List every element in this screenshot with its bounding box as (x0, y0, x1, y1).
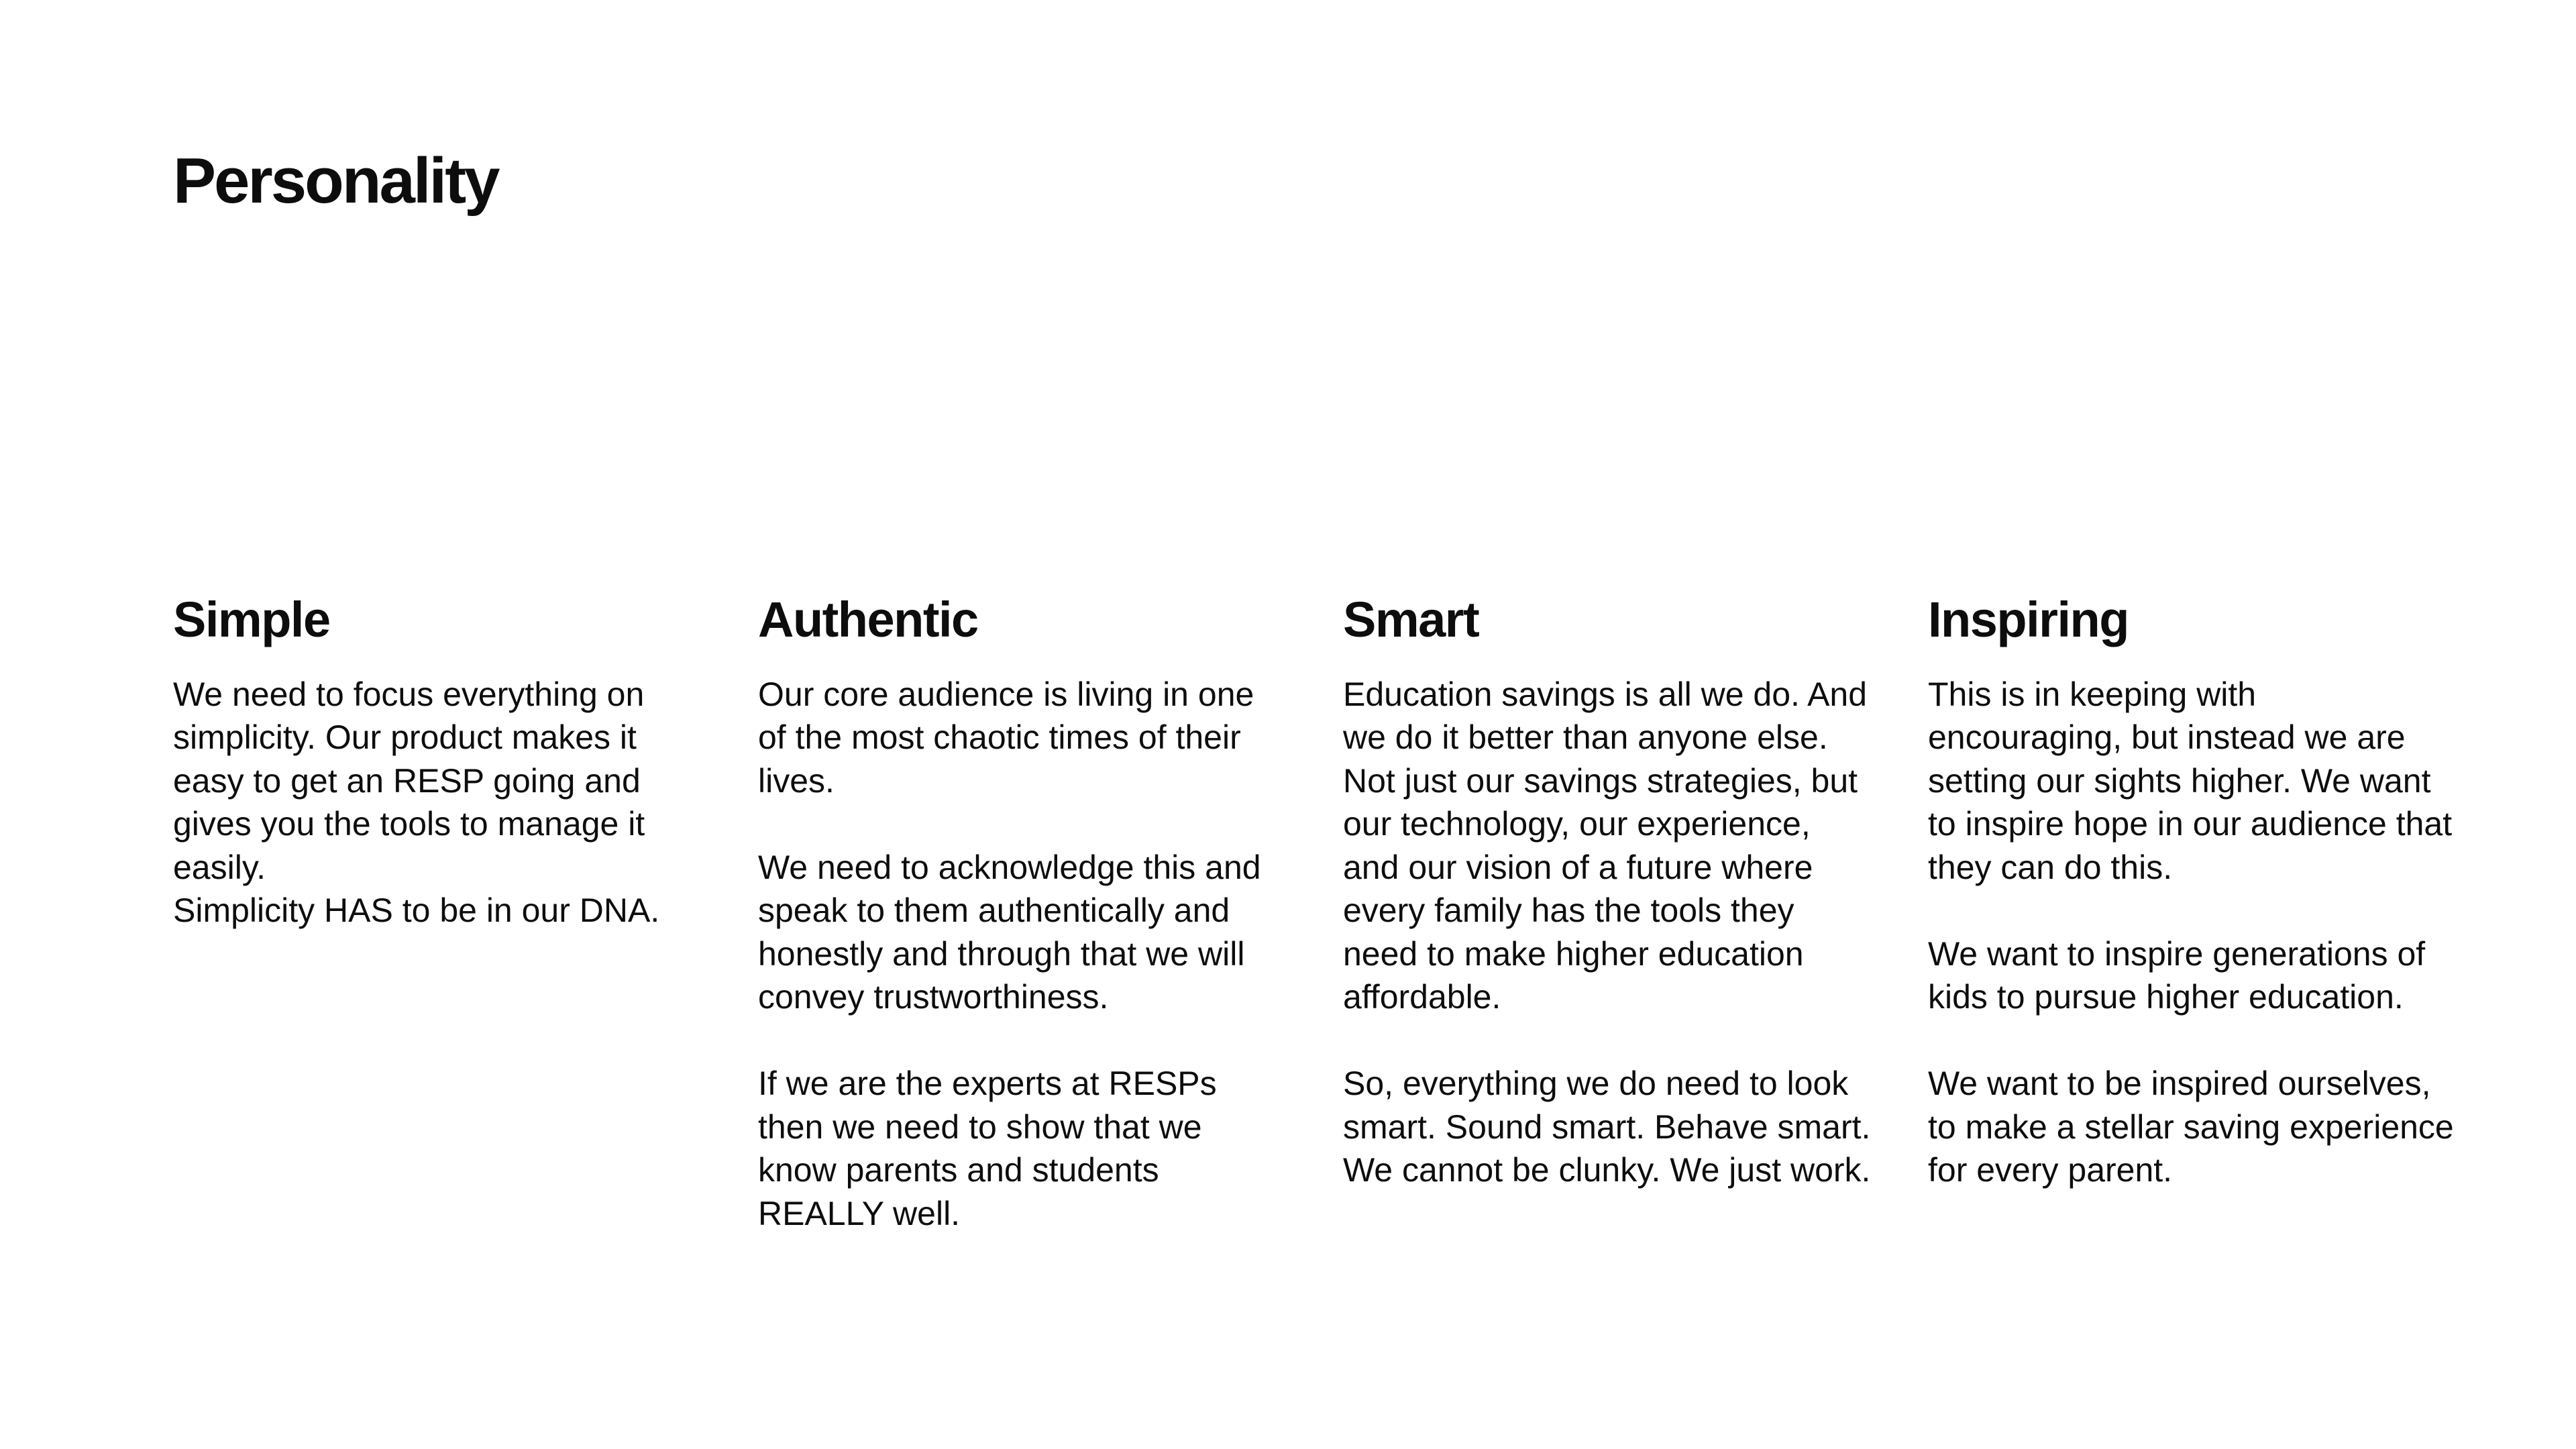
trait-description (758, 673, 1288, 1236)
trait-description (1928, 673, 2458, 1192)
trait-authentic (758, 590, 1288, 1235)
trait-description (1343, 673, 1873, 1192)
trait-paragraph: We need to focus everything on simplicity. Our product makes it easy to get an RESP going and gives you the tools to manage it easily. (173, 675, 645, 886)
trait-paragraph: So, everything we do need to look smart. Sound smart. Behave smart. We cannot be clunky. We just work. (1343, 1065, 1871, 1189)
trait-description (173, 673, 703, 932)
trait-paragraph: This is in keeping with encouraging, but instead we are setting our sights higher. We want to inspire hope in our audience that they can do this. (1928, 675, 2453, 886)
trait-paragraph: We need to acknowledge this and speak to them authentically and honestly and through that we will convey trustworthiness. (758, 848, 1261, 1016)
trait-paragraph: If we are the experts at RESPs then we need to show that we know parents and students REALLY well. (758, 1065, 1217, 1232)
trait-paragraph: We want to be inspired ourselves, to make a stellar saving experience for every parent. (1928, 1065, 2454, 1189)
trait-heading: Inspiring (1928, 592, 2129, 647)
trait-smart (1343, 590, 1873, 1192)
trait-heading: Authentic (758, 592, 978, 647)
trait-heading: Smart (1343, 592, 1479, 647)
page-title: Personality (173, 145, 498, 217)
trait-inspiring (1928, 590, 2458, 1192)
trait-paragraph: Our core audience is living in one of the most chaotic times of their lives. (758, 675, 1254, 800)
trait-paragraph: We want to inspire generations of kids to pursue higher education. (1928, 934, 2426, 1016)
trait-simple (173, 590, 703, 932)
trait-paragraph: Education savings is all we do. And we do it better than anyone else. Not just our savings strategies, but our technology, our experience, and our vision of a future where every family has the tools they need to make higher education affordable. (1343, 675, 1868, 1016)
trait-heading: Simple (173, 592, 330, 647)
trait-paragraph: Simplicity HAS to be in our DNA. (173, 892, 660, 930)
